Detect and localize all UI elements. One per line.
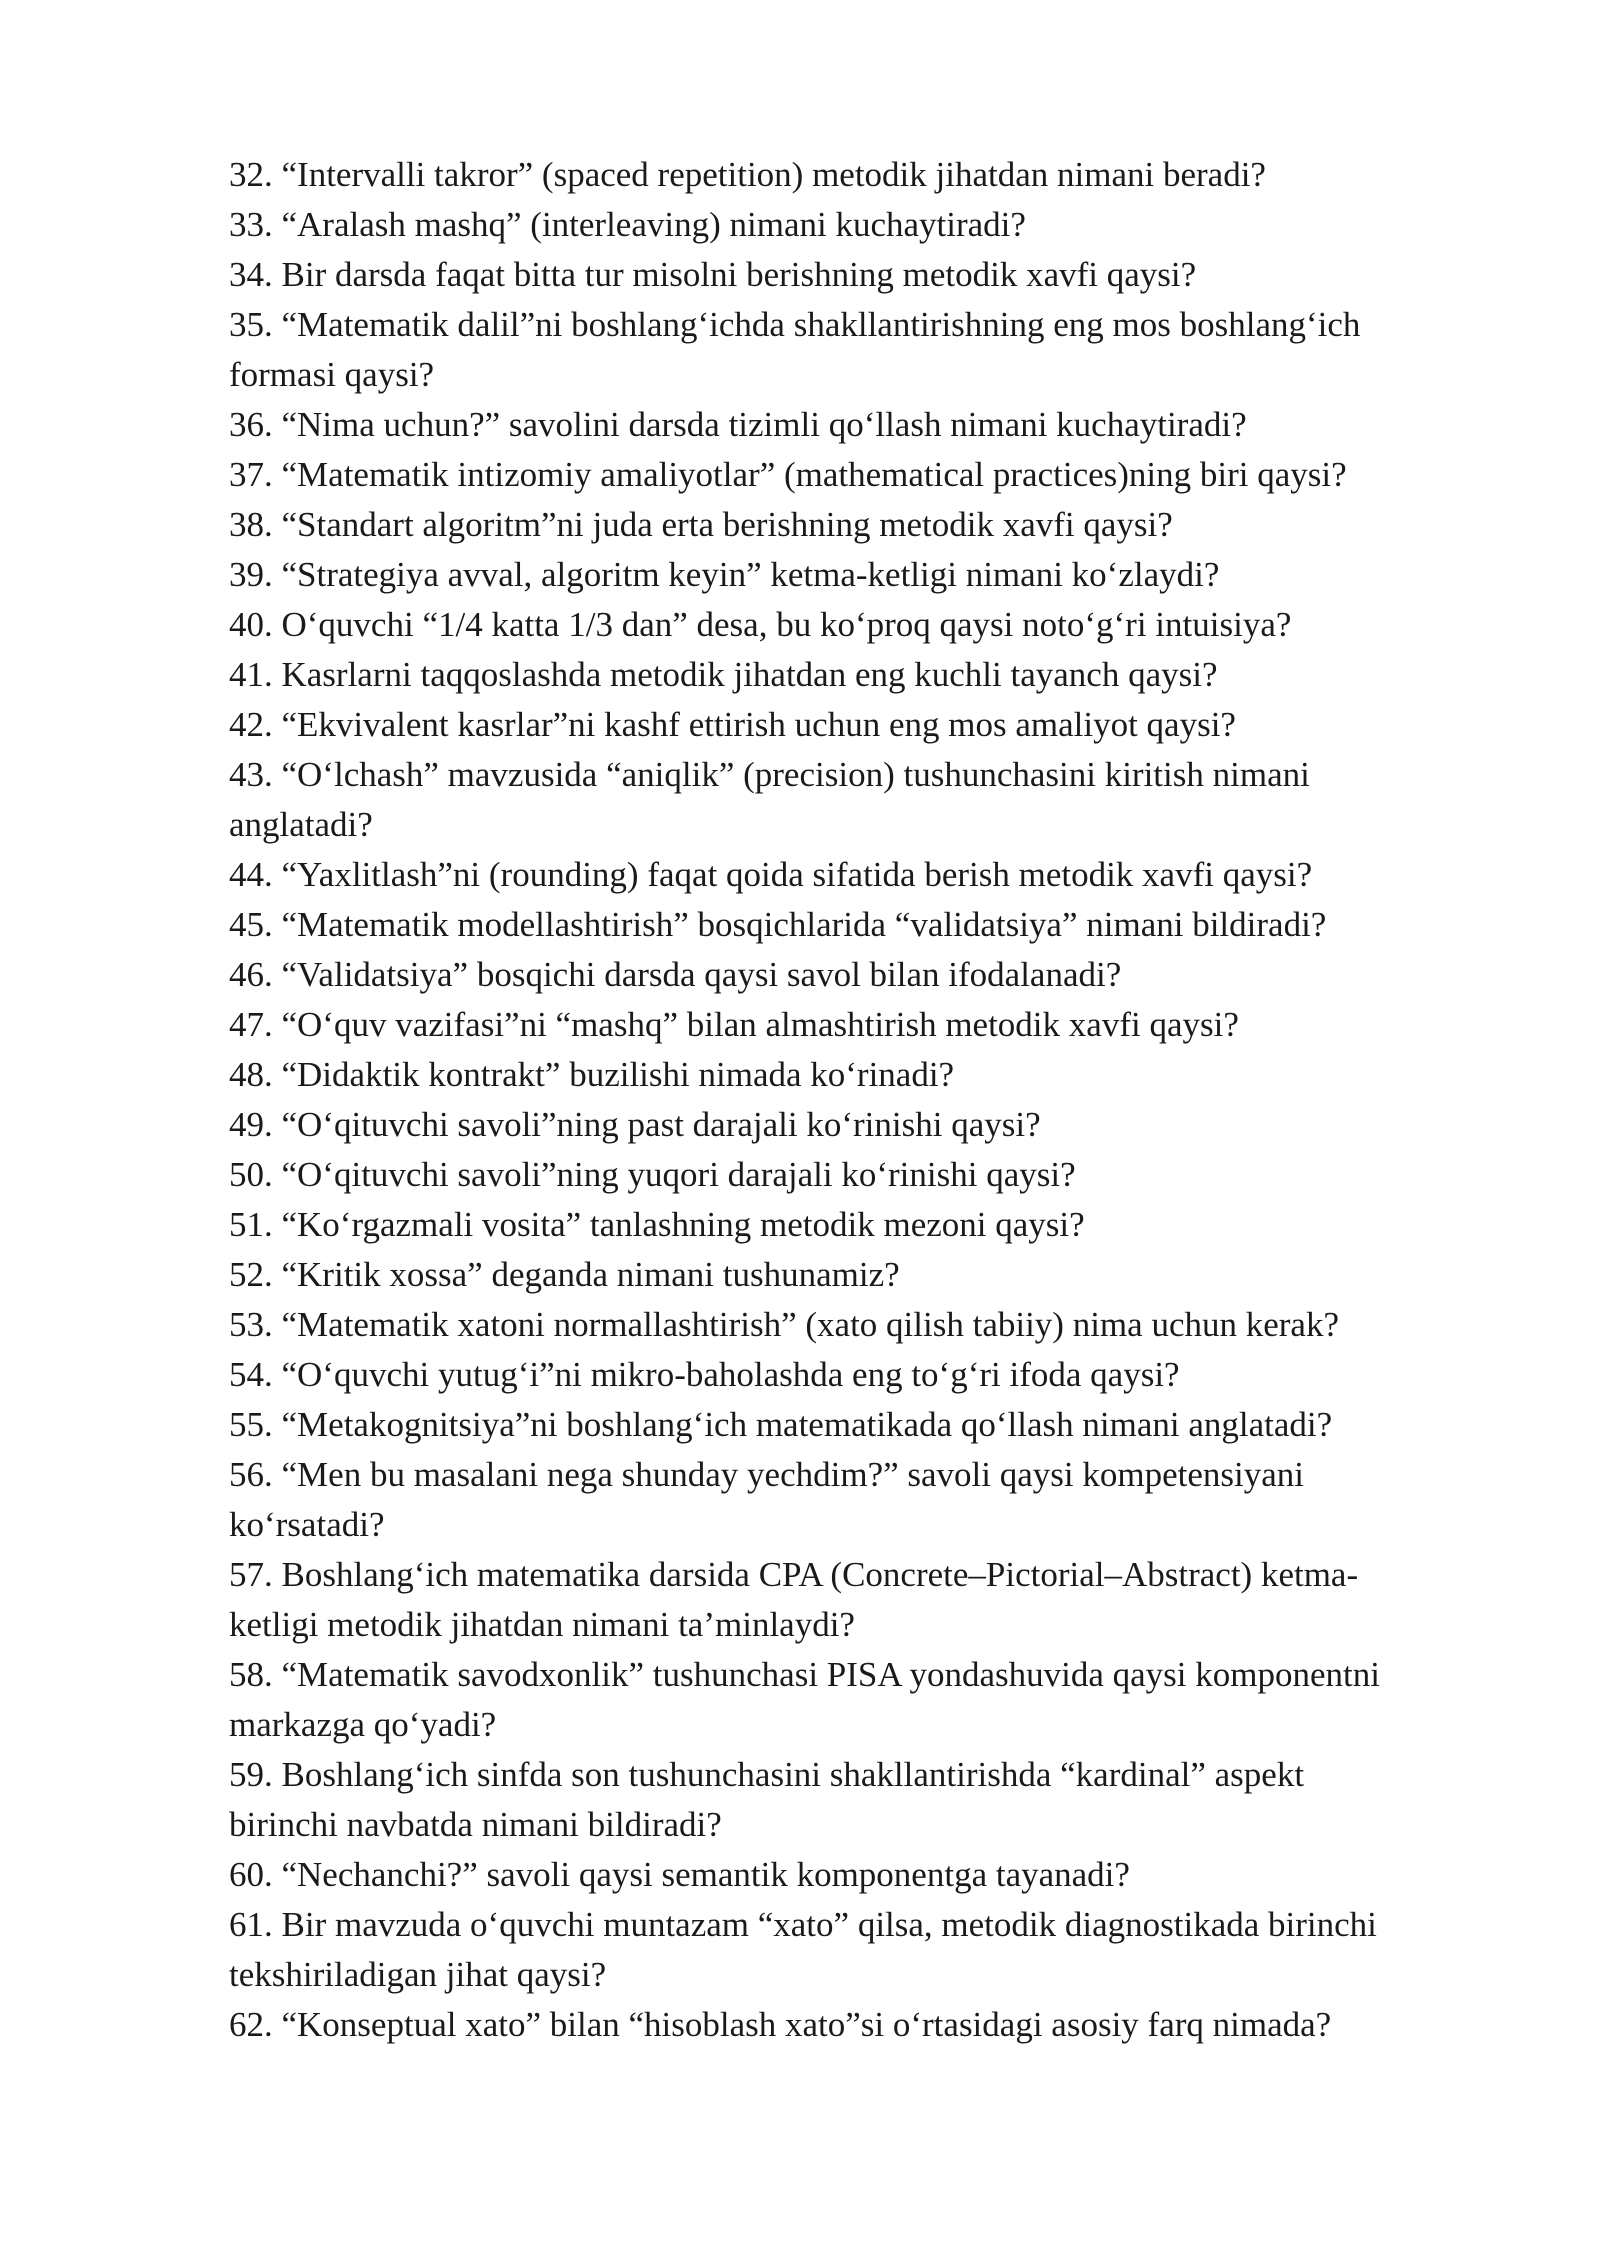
question-text-line: 58. “Matematik savodxonlik” tushunchasi PISA yondashuvida qaysi komponentni	[229, 1655, 1380, 1694]
question-text-line: 48. “Didaktik kontrakt” buzilishi nimada ko‘rinadi?	[229, 1055, 955, 1094]
question-text-line: birinchi navbatda nimani bildiradi?	[229, 1805, 722, 1844]
question-text-line: 36. “Nima uchun?” savolini darsda tizimli qo‘llash nimani kuchaytiradi?	[229, 405, 1247, 444]
question-text-line: tekshiriladigan jihat qaysi?	[229, 1955, 607, 1994]
question-text-line: 38. “Standart algoritm”ni juda erta berishning metodik xavfi qaysi?	[229, 505, 1173, 544]
question-item	[229, 2000, 1479, 2050]
question-text-line: 50. “O‘qituvchi savoli”ning yuqori darajali ko‘rinishi qaysi?	[229, 1155, 1076, 1194]
question-text-line: 39. “Strategiya avval, algoritm keyin” ketma-ketligi nimani ko‘zlaydi?	[229, 555, 1220, 594]
question-item	[229, 1750, 1479, 1850]
question-text-line: 59. Boshlang‘ich sinfda son tushunchasini shakllantirishda “kardinal” aspekt	[229, 1755, 1305, 1794]
question-item	[229, 850, 1479, 900]
question-item	[229, 1000, 1479, 1050]
question-text-line: ketligi metodik jihatdan nimani ta’minlaydi?	[229, 1605, 855, 1644]
question-item	[229, 550, 1479, 600]
question-text-line: 32. “Intervalli takror” (spaced repetition) metodik jihatdan nimani beradi?	[229, 155, 1266, 194]
question-text-line: 35. “Matematik dalil”ni boshlang‘ichda shakllantirishning eng mos boshlang‘ich	[229, 305, 1361, 344]
question-text-line: 46. “Validatsiya” bosqichi darsda qaysi savol bilan ifodalanadi?	[229, 955, 1122, 994]
question-item	[229, 1550, 1479, 1650]
question-text-line: 52. “Kritik xossa” deganda nimani tushunamiz?	[229, 1255, 900, 1294]
question-text-line: 33. “Aralash mashq” (interleaving) nimani kuchaytiradi?	[229, 205, 1026, 244]
question-item	[229, 1050, 1479, 1100]
question-item	[229, 650, 1479, 700]
question-item	[229, 1100, 1479, 1150]
question-text-line: 57. Boshlang‘ich matematika darsida CPA (Concrete–Pictorial–Abstract) ketma-	[229, 1555, 1359, 1594]
question-item	[229, 1300, 1479, 1350]
question-item	[229, 1250, 1479, 1300]
question-item	[229, 900, 1479, 950]
question-text-line: 54. “O‘quvchi yutug‘i”ni mikro-baholashda eng to‘g‘ri ifoda qaysi?	[229, 1355, 1180, 1394]
question-text-line: 53. “Matematik xatoni normallashtirish” (xato qilish tabiiy) nima uchun kerak?	[229, 1305, 1339, 1344]
question-text-line: 55. “Metakognitsiya”ni boshlang‘ich matematikada qo‘llash nimani anglatadi?	[229, 1405, 1333, 1444]
question-item	[229, 750, 1479, 850]
question-item	[229, 1350, 1479, 1400]
question-text-line: 34. Bir darsda faqat bitta tur misolni berishning metodik xavfi qaysi?	[229, 255, 1197, 294]
question-text-line: 45. “Matematik modellashtirish” bosqichlarida “validatsiya” nimani bildiradi?	[229, 905, 1327, 944]
question-item	[229, 300, 1479, 400]
question-item	[229, 1450, 1479, 1550]
question-text-line: 60. “Nechanchi?” savoli qaysi semantik komponentga tayanadi?	[229, 1855, 1130, 1894]
question-item	[229, 600, 1479, 650]
question-text-line: 43. “O‘lchash” mavzusida “aniqlik” (precision) tushunchasini kiritish nimani	[229, 755, 1310, 794]
question-item	[229, 1650, 1479, 1750]
question-item	[229, 700, 1479, 750]
question-text-line: 49. “O‘qituvchi savoli”ning past darajali ko‘rinishi qaysi?	[229, 1105, 1041, 1144]
question-list	[229, 150, 1479, 2050]
question-text-line: 42. “Ekvivalent kasrlar”ni kashf ettirish uchun eng mos amaliyot qaysi?	[229, 705, 1236, 744]
question-item	[229, 1850, 1479, 1900]
question-item	[229, 1200, 1479, 1250]
question-item	[229, 950, 1479, 1000]
question-text-line: 61. Bir mavzuda o‘quvchi muntazam “xato” qilsa, metodik diagnostikada birinchi	[229, 1905, 1377, 1944]
question-item	[229, 150, 1479, 200]
question-text-line: 40. O‘quvchi “1/4 katta 1/3 dan” desa, bu ko‘proq qaysi noto‘g‘ri intuisiya?	[229, 605, 1292, 644]
question-text-line: formasi qaysi?	[229, 355, 435, 394]
question-item	[229, 500, 1479, 550]
question-text-line: 62. “Konseptual xato” bilan “hisoblash xato”si o‘rtasidagi asosiy farq nimada?	[229, 2005, 1332, 2044]
question-item	[229, 1150, 1479, 1200]
question-text-line: 37. “Matematik intizomiy amaliyotlar” (mathematical practices)ning biri qaysi?	[229, 455, 1347, 494]
question-text-line: anglatadi?	[229, 805, 373, 844]
question-item	[229, 200, 1479, 250]
question-text-line: ko‘rsatadi?	[229, 1505, 385, 1544]
question-text-line: 51. “Ko‘rgazmali vosita” tanlashning metodik mezoni qaysi?	[229, 1205, 1085, 1244]
question-item	[229, 450, 1479, 500]
question-item	[229, 1900, 1479, 2000]
question-text-line: 56. “Men bu masalani nega shunday yechdim?” savoli qaysi kompetensiyani	[229, 1455, 1305, 1494]
question-item	[229, 250, 1479, 300]
question-item	[229, 1400, 1479, 1450]
question-text-line: 47. “O‘quv vazifasi”ni “mashq” bilan almashtirish metodik xavfi qaysi?	[229, 1005, 1239, 1044]
question-item	[229, 400, 1479, 450]
question-text-line: 41. Kasrlarni taqqoslashda metodik jihatdan eng kuchli tayanch qaysi?	[229, 655, 1218, 694]
question-text-line: markazga qo‘yadi?	[229, 1705, 497, 1744]
question-text-line: 44. “Yaxlitlash”ni (rounding) faqat qoida sifatida berish metodik xavfi qaysi?	[229, 855, 1313, 894]
